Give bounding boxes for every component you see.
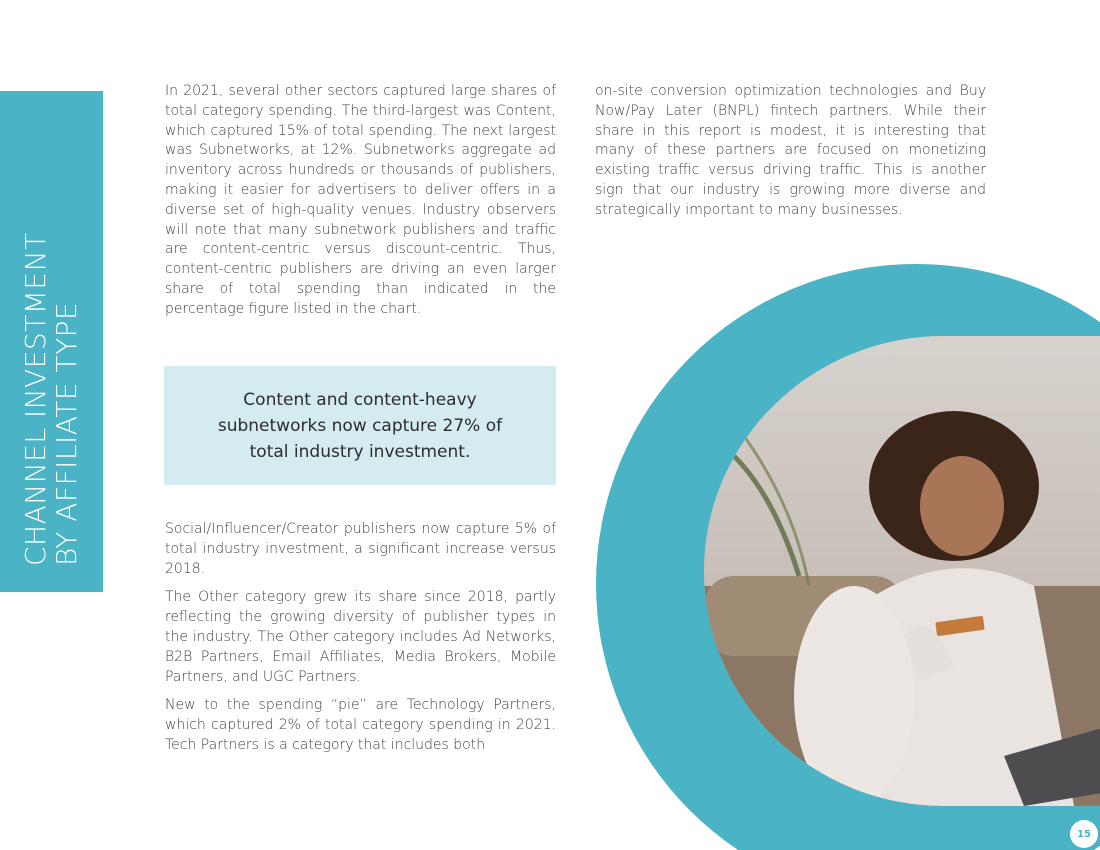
section-title xyxy=(20,126,82,566)
right-column xyxy=(595,82,986,230)
body-paragraph: In 2021, several other sectors captured large shares of total category spending. The third-largest was Content, which captured 15% of total spending. The next largest was Subnetworks, at 12%. Subnetworks aggregate ad inventory across hundreds or thousands of publishers, making it easier for advertisers to deliver offers in a diverse set of high-quality venues. Industry observers will note that many subnetwork publishers and traffic are content-centric versus discount-centric. Thus, content-centric publishers are driving an even larger share of total spending than indicated in the percentage figure listed in the chart. xyxy=(165,83,556,317)
section-title-line-2: BY AFFILIATE TYPE xyxy=(50,301,83,566)
page-number: 15 xyxy=(1077,828,1091,840)
section-title-line-1: CHANNEL INVESTMENT xyxy=(19,232,52,566)
body-paragraph: Social/Influencer/Creator publishers now capture 5% of total industry investment, a significant increase versus 2018. xyxy=(165,521,556,577)
body-paragraph: The Other category grew its share since 2018, partly reflecting the growing diversity of publisher types in the industry. The Other category includes Ad Networks, B2B Partners, Email Affiliates, Media Brokers, Mobile Partners, and UGC Partners. xyxy=(165,589,556,685)
left-column-top xyxy=(165,82,556,329)
callout-text: Content and content-heavy subnetworks now capture 27% of total industry investment. xyxy=(217,389,503,462)
body-paragraph: on-site conversion optimization technologies and Buy Now/Pay Later (BNPL) fintech partners. While their share in this report is modest, it is interesting that many of these partners are focused on monetizing existing traffic versus driving traffic. This is another sign that our industry is growing more diverse and strategically important to many businesses. xyxy=(595,83,986,218)
left-column-bottom xyxy=(165,520,556,765)
callout-box xyxy=(164,366,556,485)
page-number-badge xyxy=(1070,820,1098,848)
body-paragraph: New to the spending “pie” are Technology Partners, which captured 2% of total category spending in 2021. Tech Partners is a category that includes both xyxy=(165,697,556,753)
